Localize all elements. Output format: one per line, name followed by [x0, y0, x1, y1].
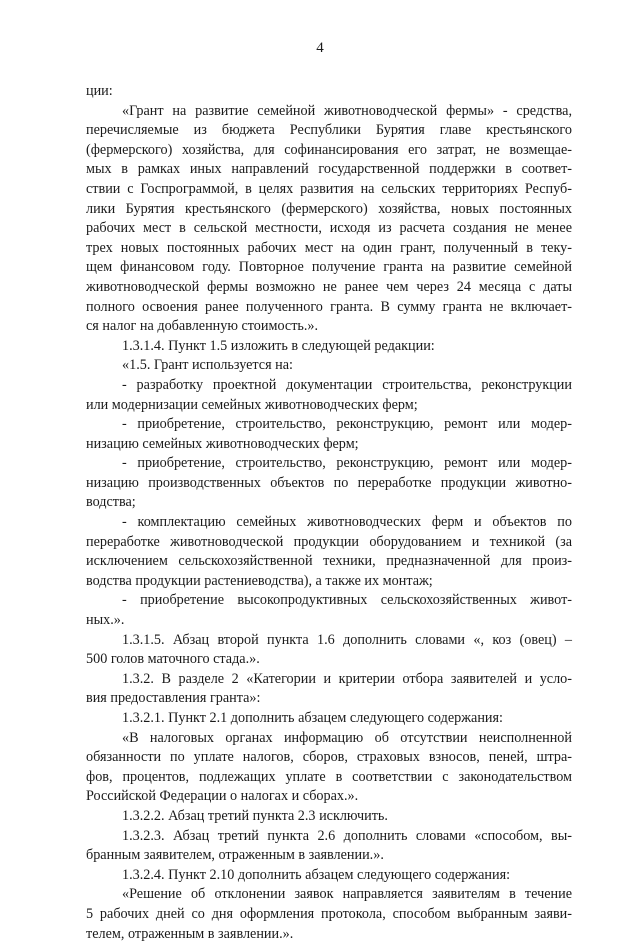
text-line: бранным заявителем, отраженным в заявлении.».: [86, 847, 384, 864]
text-line: щем финансовом году. Повторное получение гранта на развитие семейной: [86, 259, 572, 276]
text-line: полного освоения ранее полученного гранта. В сумму гранта не включает-: [86, 298, 572, 315]
text-line: 1.3.2.2. Абзац третий пункта 2.3 исключить.: [122, 807, 388, 824]
text-line: 1.3.1.5. Абзац второй пункта 1.6 дополнить словами «, коз (овец) –: [122, 631, 572, 648]
text-line: 500 голов маточного стада.».: [86, 651, 260, 668]
text-line: перечисляемые из бюджета Республики Бурятия главе крестьянского: [86, 122, 572, 139]
text-line: низацию семейных животноводческих ферм;: [86, 435, 359, 452]
text-line: или модернизации семейных животноводческих ферм;: [86, 396, 418, 413]
text-line: ствии с Госпрограммой, в целях развития на сельских территориях Респуб-: [86, 180, 572, 197]
text-line: животноводческой фермы возможно не ранее чем через 24 месяца с даты: [86, 278, 572, 295]
text-line: 1.3.1.4. Пункт 1.5 изложить в следующей редакции:: [122, 337, 435, 354]
text-line: 5 рабочих дней со дня оформления протокола, способом выбранным заяви-: [86, 905, 572, 922]
text-line: водства продукции растениеводства), а также их монтаж;: [86, 572, 433, 589]
text-line: рабочих мест в сельской местности, исходя из расчета создания не менее: [86, 220, 572, 237]
text-line: исключением сельскохозяйственной техники, предназначенной для произ-: [86, 553, 572, 570]
text-line: - приобретение, строительство, реконструкцию, ремонт или модер-: [122, 416, 572, 433]
text-line: ных.».: [86, 612, 125, 629]
text-line: обязанности по уплате налогов, сборов, страховых взносов, пеней, штра-: [86, 749, 572, 766]
text-line: мых в рамках иных направлений государственной поддержки в соответ-: [86, 161, 572, 178]
text-line: трех новых постоянных рабочих мест на один грант, полученный в теку-: [86, 239, 572, 256]
text-line: - приобретение, строительство, реконструкцию, ремонт или модер-: [122, 455, 572, 472]
text-line: «В налоговых органах информацию об отсутствии неисполненной: [122, 729, 572, 746]
text-line: «1.5. Грант используется на:: [122, 357, 293, 374]
text-line: 1.3.2.1. Пункт 2.1 дополнить абзацем следующего содержания:: [122, 710, 503, 726]
text-line: - комплектацию семейных животноводческих ферм и объектов по: [122, 514, 572, 531]
text-line: «Решение об отклонении заявок направляется заявителям в течение: [122, 886, 572, 903]
text-line: ся налог на добавленную стоимость.».: [86, 318, 319, 335]
text-line: 1.3.2. В разделе 2 «Категории и критерии отбора заявителей и усло-: [122, 670, 572, 687]
text-line: «Грант на развитие семейной животноводческой фермы» - средства,: [122, 102, 572, 119]
text-line: переработке животноводческой продукции оборудованием и техникой (за: [86, 533, 572, 550]
page-number: 4: [316, 40, 324, 56]
text-line: телем, отраженным в заявлении.».: [86, 925, 294, 942]
text-line: 1.3.2.3. Абзац третий пункта 2.6 дополнить словами «способом, вы-: [122, 827, 572, 844]
text-line: водства;: [86, 494, 136, 511]
text-line: фов, процентов, подлежащих уплате в соответствии с законодательством: [86, 768, 572, 785]
text-line: Российской Федерации о налогах и сборах.».: [86, 788, 359, 805]
text-line: - приобретение высокопродуктивных сельскохозяйственных живот-: [122, 592, 572, 609]
text-line: низацию производственных объектов по переработке продукции животно-: [86, 474, 572, 491]
text-line: ции:: [86, 83, 113, 99]
document-body: [86, 82, 572, 944]
text-line: - разработку проектной документации строительства, реконструкции: [122, 376, 572, 393]
text-line: лики Бурятия крестьянского (фермерского) хозяйства, новых постоянных: [86, 200, 572, 217]
text-line: 1.3.2.4. Пункт 2.10 дополнить абзацем следующего содержания:: [122, 866, 511, 883]
text-line: (фермерского) хозяйства, для софинансирования его затрат, не возмещае-: [86, 141, 572, 158]
text-line: вия предоставления гранта»:: [86, 690, 261, 707]
